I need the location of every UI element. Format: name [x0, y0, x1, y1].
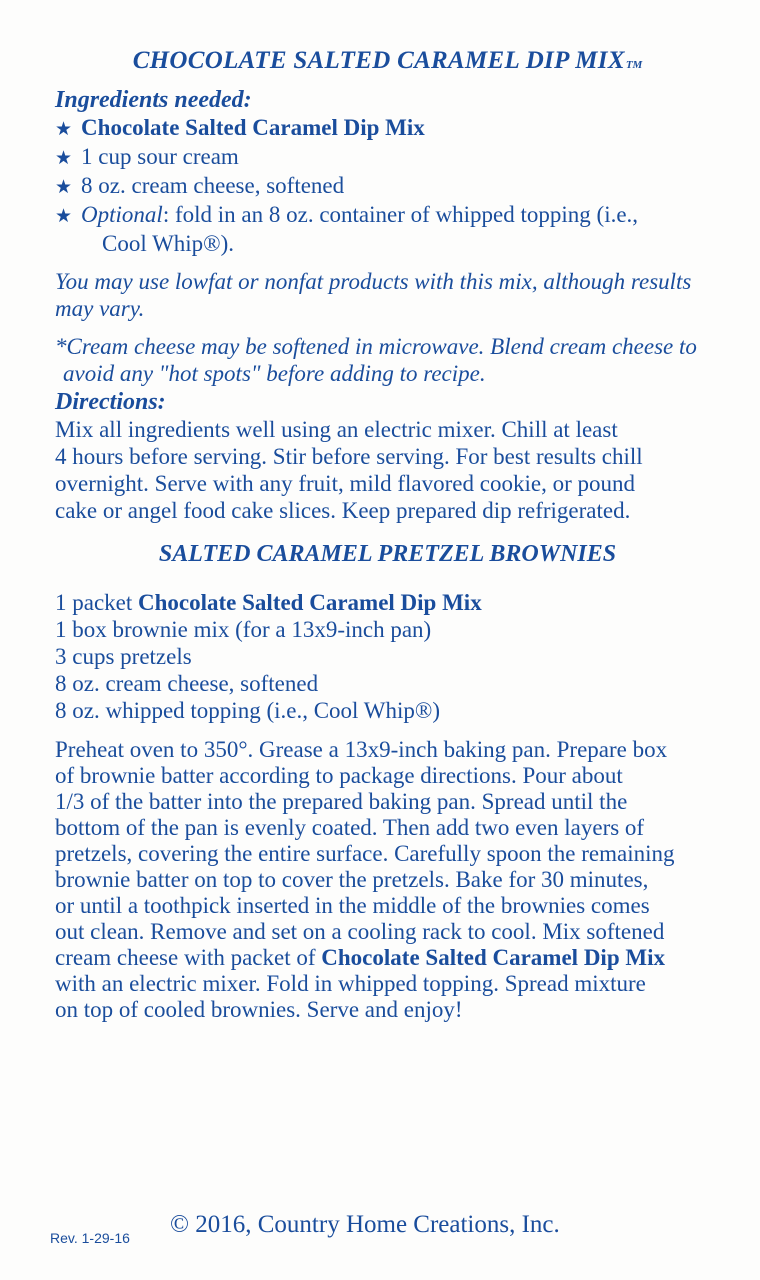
- brownies-heading: SALTED CARAMEL PRETZEL BROWNIES: [158, 541, 617, 567]
- ingredient-item: [55, 114, 720, 143]
- star-bullet-icon: ★: [55, 148, 73, 169]
- ingredient-text: Cool Whip®).: [102, 231, 235, 256]
- directions-text: cream cheese with packet of: [55, 945, 322, 970]
- note-line: You may use lowfat or nonfat products with this mix, although results: [55, 269, 692, 294]
- ingredient-text-bold: Chocolate Salted Caramel Dip Mix: [138, 590, 482, 615]
- note-line: may vary.: [55, 296, 145, 321]
- ingredient-text: 1 packet: [55, 590, 139, 615]
- ingredient-item: [55, 172, 720, 201]
- recipe-title-text: CHOCOLATE SALTED CARAMEL DIP MIX: [132, 47, 625, 74]
- directions-text-bold: Chocolate Salted Caramel Dip Mix: [321, 945, 665, 970]
- directions-line: overnight. Serve with any fruit, mild flavored cookie, or pound: [55, 471, 635, 496]
- brownies-directions-line: or until a toothpick inserted in the middle of the brownies comes: [55, 893, 650, 918]
- star-bullet-icon: ★: [55, 119, 73, 140]
- trademark-symbol: TM: [625, 59, 643, 71]
- brownies-ingredients-list: [55, 589, 720, 724]
- directions-line: 4 hours before serving. Stir before serving. For best results chill: [55, 444, 643, 469]
- copyright-notice: © 2016, Country Home Creations, Inc.: [170, 1211, 560, 1238]
- note-lowfat: [55, 268, 720, 322]
- ingredient-item-continuation: [55, 230, 720, 257]
- directions-line: Mix all ingredients well using an electric mixer. Chill at least: [55, 417, 618, 442]
- note-line: avoid any "hot spots" before adding to recipe.: [63, 361, 486, 386]
- brownies-directions-line: of brownie batter according to package directions. Pour about: [55, 763, 623, 788]
- directions-line: cake or angel food cake slices. Keep prepared dip refrigerated.: [55, 498, 631, 523]
- brownies-directions-line: pretzels, covering the entire surface. Carefully spoon the remaining: [55, 841, 675, 866]
- brownies-directions-line: out clean. Remove and set on a cooling rack to cool. Mix softened: [55, 919, 665, 944]
- brownies-directions-paragraph: [55, 737, 720, 1023]
- directions-paragraph: [55, 416, 720, 524]
- brownies-directions-line: on top of cooled brownies. Serve and enjoy!: [55, 997, 463, 1022]
- star-bullet-icon: ★: [55, 206, 73, 227]
- ingredients-list: [55, 114, 720, 257]
- ingredient-text: : fold in an 8 oz. container of whipped topping (i.e.,: [162, 202, 639, 227]
- brownies-directions-line: with an electric mixer. Fold in whipped topping. Spread mixture: [55, 971, 646, 996]
- brownies-directions-line: Preheat oven to 350°. Grease a 13x9-inch baking pan. Prepare box: [55, 737, 668, 762]
- ingredient-item: [55, 143, 720, 172]
- brownies-directions-line: 1/3 of the batter into the prepared baking pan. Spread until the: [55, 789, 628, 814]
- brownies-ingredient: 8 oz. cream cheese, softened: [55, 671, 319, 696]
- ingredient-text: 8 oz. cream cheese, softened: [81, 173, 345, 198]
- ingredients-heading: Ingredients needed:: [55, 87, 252, 113]
- star-bullet-icon: ★: [55, 177, 73, 198]
- ingredient-text-optional: Optional: [81, 202, 163, 227]
- note-cream-cheese: [55, 333, 720, 387]
- recipe-title: [55, 46, 720, 80]
- brownies-ingredient: 1 box brownie mix (for a 13x9-inch pan): [55, 617, 432, 642]
- ingredient-item: [55, 201, 720, 230]
- brownies-directions-line: bottom of the pan is evenly coated. Then add two even layers of: [55, 815, 645, 840]
- brownies-directions-line: brownie batter on top to cover the pretzels. Bake for 30 minutes,: [55, 867, 649, 892]
- brownies-ingredient: 3 cups pretzels: [55, 644, 192, 669]
- directions-heading: Directions:: [55, 389, 166, 415]
- revision-label: Rev. 1-29-16: [50, 1230, 130, 1246]
- ingredient-text: Chocolate Salted Caramel Dip Mix: [81, 115, 425, 140]
- brownies-directions-line: [55, 945, 720, 971]
- note-line: *Cream cheese may be softened in microwave. Blend cream cheese to: [55, 334, 697, 359]
- brownies-ingredient: 8 oz. whipped topping (i.e., Cool Whip®): [55, 698, 441, 723]
- ingredient-text: 1 cup sour cream: [81, 144, 239, 169]
- brownies-ingredient: [55, 589, 720, 616]
